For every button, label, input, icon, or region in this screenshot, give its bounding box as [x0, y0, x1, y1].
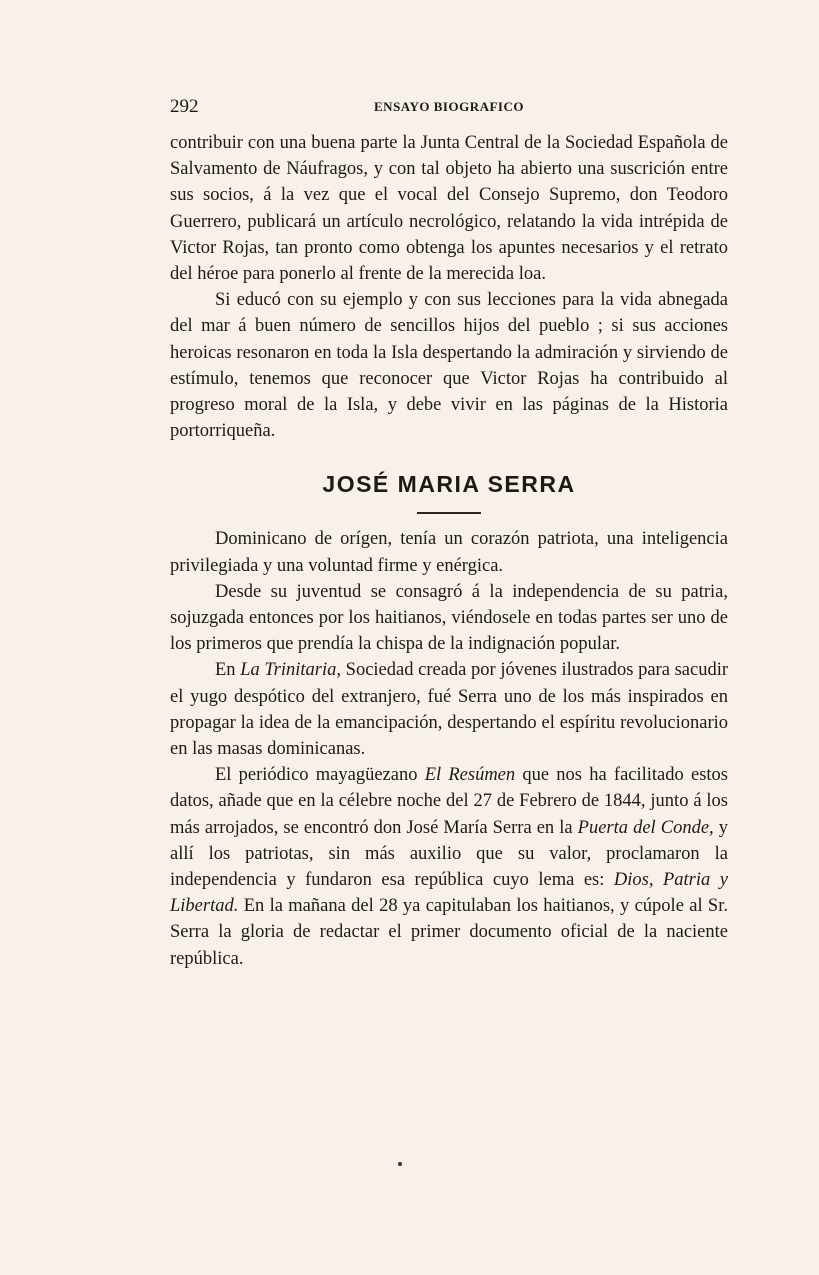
running-head	[170, 96, 728, 118]
paragraph	[170, 762, 728, 972]
paragraph: contribuir con una buena parte la Junta Central de la Sociedad Española de Salvamento de Náufragos, y con tal objeto ha abierto una suscrición entre sus socios, á la vez que el vocal del Consejo Supremo, don Teodoro Guerrero, publicará un artículo necrológico, relatando la vida intrépida de Victor Rojas, tan pronto como obtenga los apuntes necesarios y el retrato del héroe para ponerlo al frente de la merecida loa.	[170, 133, 728, 285]
text-run: Sociedad creada por jóvenes ilustrados para sacudir el yugo despótico del extranjero, fué Serra uno de los más inspirados en propagar la idea de la emancipación, despertando el espíritu revolucionario en las masas dominicanas.	[170, 660, 728, 760]
running-title: ENSAYO BIOGRAFICO	[374, 99, 524, 114]
paragraph: Dominicano de orígen, tenía un corazón patriota, una inteligencia privilegiada y una voluntad firme y enérgica.	[170, 529, 728, 576]
text-run: y allí los patriotas, sin más auxilio que su valor, proclamaron la independencia y fundaron esa república cuyo lema es:	[170, 817, 728, 891]
print-dot	[398, 1162, 402, 1166]
body-text	[170, 130, 728, 972]
italic-title: El Resúmen	[424, 765, 516, 786]
paragraph: Si educó con su ejemplo y con sus lecciones para la vida abnegada del mar á buen número de sencillos hijos del pueblo ; si sus acciones heroicas resonaron en toda la Isla despertando la admiración y sirviendo de estímulo, tenemos que reconocer que Victor Rojas ha contribuido al progreso moral de la Isla, y debe vivir en las páginas de la Historia portorriqueña.	[170, 290, 728, 442]
text-run: En la mañana del 28 ya capitulaban los haitianos, y cúpole al Sr. Serra la gloria de redactar el primer documento oficial de la naciente república.	[170, 896, 728, 969]
italic-place: Puerta del Conde,	[577, 817, 714, 838]
section-title: JOSÉ MARIA SERRA	[322, 471, 576, 498]
paragraph	[170, 657, 728, 762]
text-run: que nos ha facilitado estos datos, añade que en la célebre noche del 27 de Febrero de 1844, junto á los más arrojados, se encontró don José María Serra en la	[170, 765, 728, 838]
paragraph: Desde su juventud se consagró á la independencia de su patria, sojuzgada entonces por los haitianos, viéndosele en todas partes ser uno de los primeros que prendía la chispa de la indignación popular.	[170, 581, 728, 655]
text-run: El periódico mayagüezano	[215, 765, 425, 786]
italic-title: La Trinitaria,	[240, 660, 341, 681]
text-run: En	[215, 660, 241, 681]
italic-motto: Dios, Patria y Libertad.	[170, 870, 728, 917]
title-rule	[417, 512, 481, 514]
page-number: 292	[170, 96, 199, 117]
